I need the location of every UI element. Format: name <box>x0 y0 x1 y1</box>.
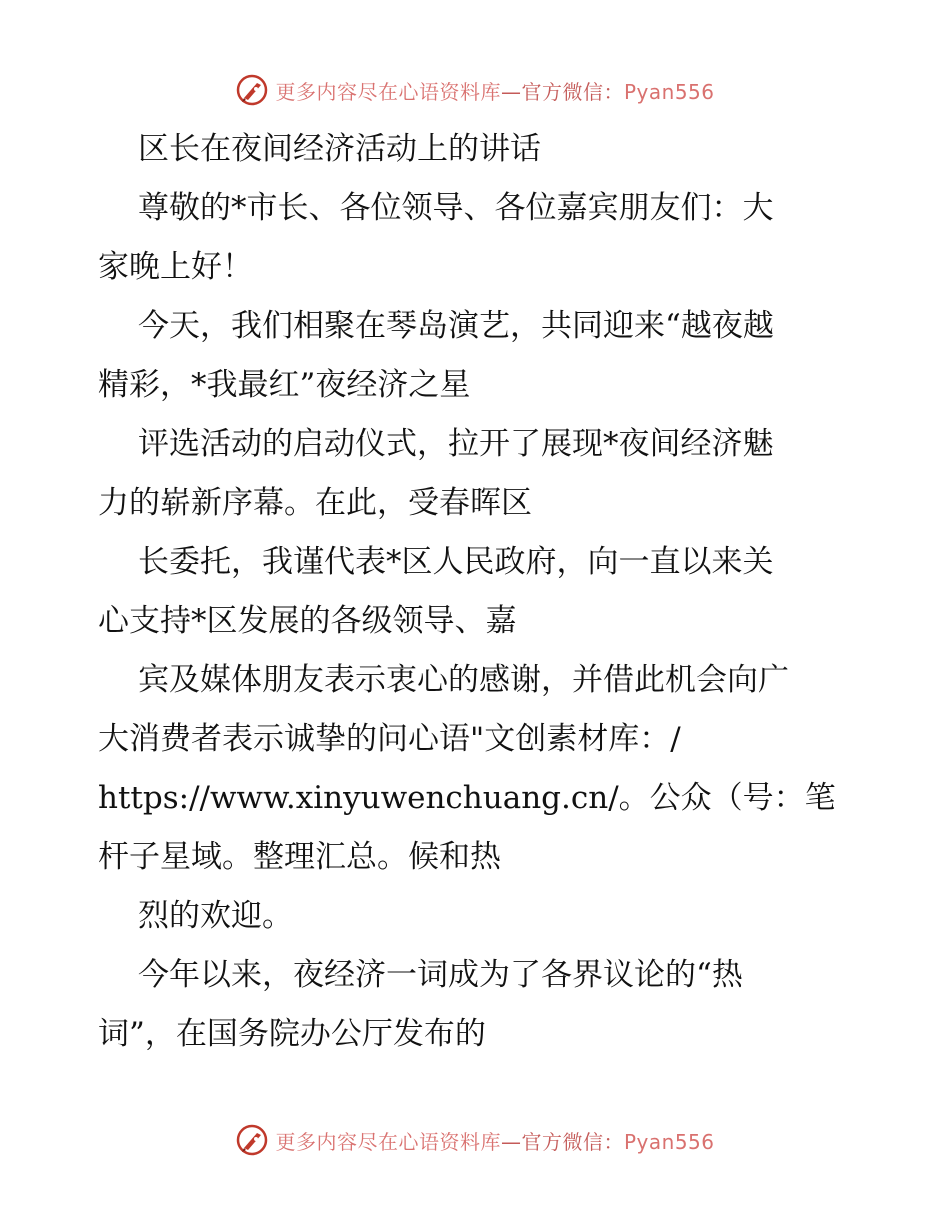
text-line: 杆子星域。整理汇总。候和热 <box>98 839 501 875</box>
text-line: 精彩，*我最红”夜经济之星 <box>98 367 471 403</box>
text-line: 家晚上好！ <box>98 249 253 285</box>
text-line: 大消费者表示诚挚的问心语"文创素材库：/ <box>98 721 681 757</box>
document-body <box>98 120 858 1064</box>
text-line: 区长在夜间经济活动上的讲话 <box>138 131 541 167</box>
text-line: 长委托，我谨代表*区人民政府，向一直以来关 <box>138 544 774 580</box>
text-line: 心支持*区发展的各级领导、嘉 <box>98 603 517 639</box>
pen-logo-icon <box>235 1123 269 1157</box>
text-line: 今天，我们相聚在琴岛演艺，共同迎来“越夜越 <box>138 308 774 344</box>
text-line: 烈的欢迎。 <box>138 898 293 934</box>
text-line: https://www.xinyuwenchuang.cn/。公众（号：笔 <box>98 780 836 816</box>
text-line: 今年以来，夜经济一词成为了各界议论的“热 <box>138 957 743 993</box>
text-line: 宾及媒体朋友表示衷心的感谢，并借此机会向广 <box>138 662 789 698</box>
watermark-header <box>0 70 950 110</box>
watermark-text: 更多内容尽在心语资料库—官方微信：Pyan556 <box>275 79 715 104</box>
text-line: 词”，在国务院办公厅发布的 <box>98 1016 486 1052</box>
watermark-footer <box>0 1120 950 1160</box>
text-line: 力的崭新序幕。在此，受春晖区 <box>98 485 532 521</box>
text-line: 评选活动的启动仪式，拉开了展现*夜间经济魅 <box>138 426 774 462</box>
watermark-text: 更多内容尽在心语资料库—官方微信：Pyan556 <box>275 1129 715 1154</box>
text-line: 尊敬的*市长、各位领导、各位嘉宾朋友们：大 <box>138 190 774 226</box>
pen-logo-icon <box>235 73 269 107</box>
